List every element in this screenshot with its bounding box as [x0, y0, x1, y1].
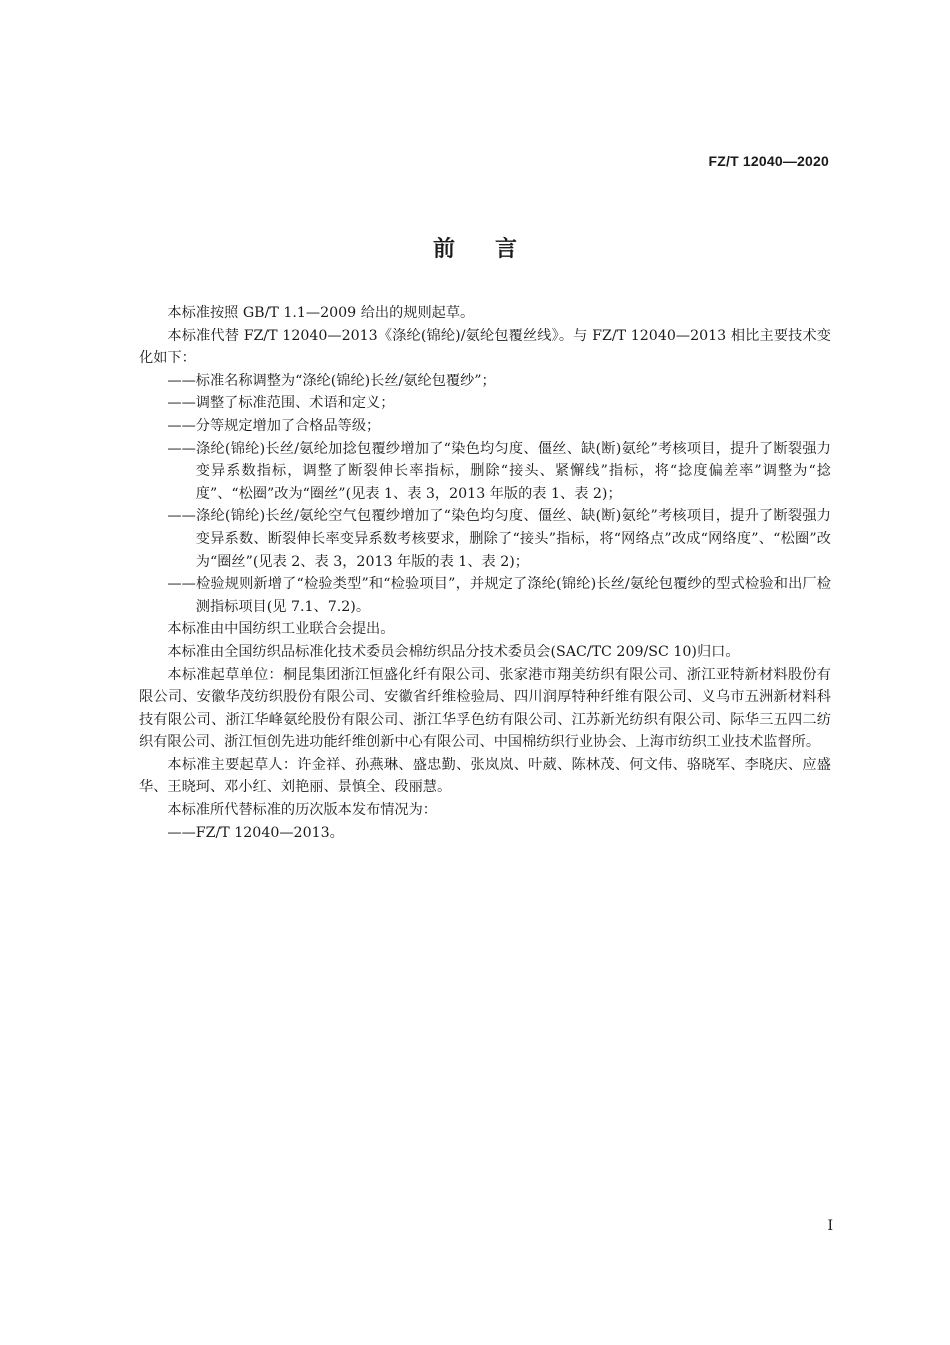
page-number: I	[827, 1218, 833, 1234]
change-item: ——涤纶(锦纶)长丝/氨纶空气包覆纱增加了“染色均匀度、僵丝、缺(断)氨纶”考核项目，提升了断裂强力变异系数、断裂伸长率变异系数考核要求，删除了“接头”指标，将“网络点”改成“网络度”、“松圈”改为“圈丝”(见表 2、表 3，2013 年版的表 1、表 2)；	[167, 508, 831, 570]
paragraph-drafting-units: 本标准起草单位：桐昆集团浙江恒盛化纤有限公司、张家港市翔美纺织有限公司、浙江亚特新材料股份有限公司、安徽华茂纺织股份有限公司、安徽省纤维检验局、四川润厚特种纤维有限公司、义乌市五洲新材料科技有限公司、浙江华峰氨纶股份有限公司、浙江华孚色纺有限公司、江苏新光纺织有限公司、际华三五四二纺织有限公司、浙江恒创先进功能纤维创新中心有限公司、中国棉纺织行业协会、上海市纺织工业技术监督所。	[139, 666, 831, 751]
paragraph-drafting-rules: 本标准按照 GB/T 1.1—2009 给出的规则起草。	[167, 305, 475, 321]
version-item: ——FZ/T 12040—2013。	[167, 824, 344, 841]
paragraph-version-history: 本标准所代替标准的历次版本发布情况为：	[167, 802, 437, 819]
paragraph-proposed-by: 本标准由中国纺织工业联合会提出。	[167, 621, 395, 638]
page-title: 前言	[432, 236, 557, 262]
change-item: ——检验规则新增了“检验类型”和“检验项目”，并规定了涤纶(锦纶)长丝/氨纶包覆纱的型式检验和出厂检测指标项目(见 7.1、7.2)。	[167, 576, 831, 615]
foreword-body	[139, 302, 831, 844]
paragraph-drafters: 本标准主要起草人：许金祥、孙燕琳、盛忠勤、张岚岚、叶葳、陈林茂、何文伟、骆晓军、李晓庆、应盛华、王晓珂、邓小红、刘艳丽、景慎全、段丽慧。	[139, 756, 831, 796]
paragraph-administered-by: 本标准由全国纺织品标准化技术委员会棉纺织品分技术委员会(SAC/TC 209/SC 10)归口。	[167, 643, 740, 660]
change-item: ——分等规定增加了合格品等级；	[167, 417, 381, 434]
paragraph-replaces: 本标准代替 FZ/T 12040—2013《涤纶(锦纶)/氨纶包覆丝线》。与 FZ/T 12040—2013 相比主要技术变化如下：	[139, 327, 831, 367]
change-item: ——涤纶(锦纶)长丝/氨纶加捻包覆纱增加了“染色均匀度、僵丝、缺(断)氨纶”考核项目，提升了断裂强力变异系数指标，调整了断裂伸长率指标，删除“接头、紧懈线”指标，将“捻度偏差率”调整为“捻度”、“松圈”改为“圈丝”(见表 1、表 3，2013 年版的表 1、表 2)；	[167, 440, 831, 502]
change-item: ——调整了标准范围、术语和定义；	[167, 395, 395, 412]
change-item: ——标准名称调整为“涤纶(锦纶)长丝/氨纶包覆纱”；	[167, 372, 496, 389]
standard-number: FZ/T 12040—2020	[708, 153, 829, 169]
